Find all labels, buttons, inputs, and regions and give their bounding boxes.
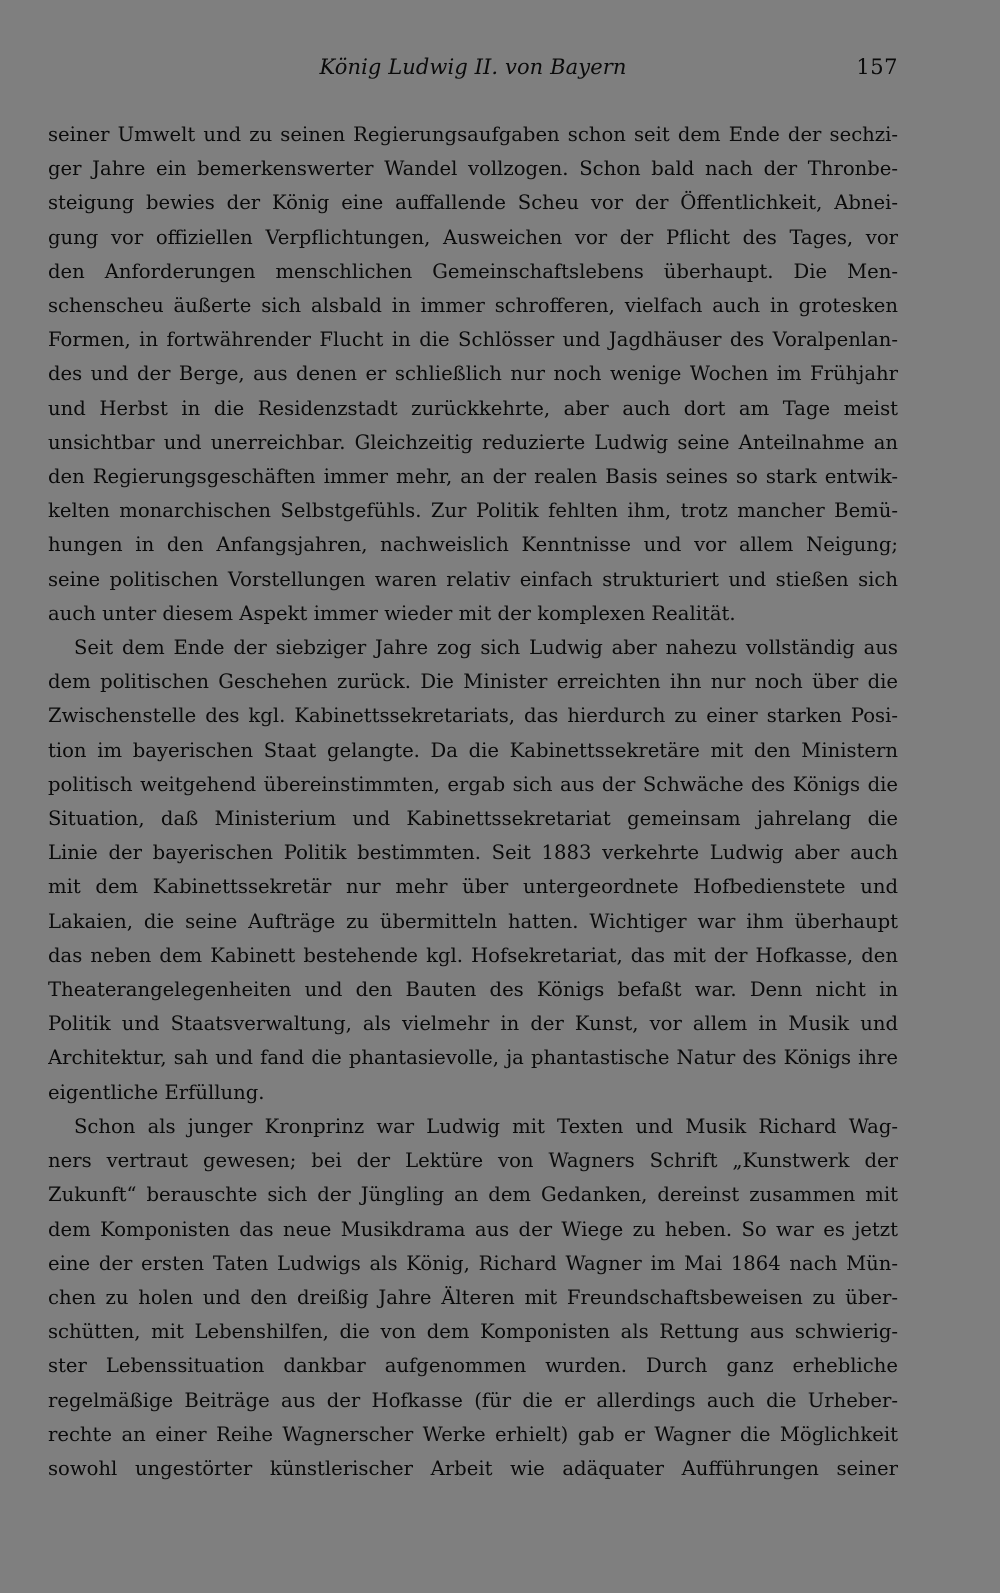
- running-title: König Ludwig II. von Bayern: [319, 55, 627, 79]
- text-line: chen zu holen und den dreißig Jahre Älteren mit Freundschaftsbeweisen zu über-: [48, 1285, 898, 1309]
- text-line: Theaterangelegenheiten und den Bauten des Königs befaßt war. Denn nicht in: [48, 978, 898, 1002]
- text-line: seine politischen Vorstellungen waren relativ einfach strukturiert und stießen sich: [48, 567, 898, 591]
- text-line: tion im bayerischen Staat gelangte. Da die Kabinettssekretäre mit den Ministern: [48, 738, 898, 762]
- text-line: Seit dem Ende der siebziger Jahre zog sich Ludwig aber nahezu vollständig aus: [74, 636, 898, 660]
- text-line: politisch weitgehend übereinstimmten, ergab sich aus der Schwäche des Königs die: [48, 772, 898, 796]
- text-line: eigentliche Erfüllung.: [48, 1080, 265, 1104]
- text-line: Formen, in fortwährender Flucht in die Schlösser und Jagdhäuser des Voralpenlan-: [48, 328, 898, 352]
- paragraph: [48, 631, 898, 1110]
- page-number: 157: [856, 55, 898, 79]
- text-line: den Anforderungen menschlichen Gemeinschaftslebens überhaupt. Die Men-: [48, 259, 898, 283]
- text-line: Zukunft“ berauschte sich der Jüngling an dem Gedanken, dereinst zusammen mit: [48, 1183, 898, 1207]
- page-header: [48, 52, 898, 88]
- text-line: kelten monarchischen Selbstgefühls. Zur Politik fehlten ihm, trotz mancher Bemü-: [48, 499, 898, 523]
- text-line: dem politischen Geschehen zurück. Die Minister erreichten ihn nur noch über die: [48, 670, 898, 694]
- text-line: gung vor offiziellen Verpflichtungen, Ausweichen vor der Pflicht des Tages, vor: [48, 225, 898, 249]
- text-line: Politik und Staatsverwaltung, als vielmehr in der Kunst, vor allem in Musik und: [48, 1012, 898, 1036]
- text-line: hungen in den Anfangsjahren, nachweislich Kenntnisse und vor allem Neigung;: [48, 533, 898, 557]
- text-line: mit dem Kabinettssekretär nur mehr über untergeordnete Hofbedienstete und: [48, 875, 898, 899]
- text-line: seiner Umwelt und zu seinen Regierungsaufgaben schon seit dem Ende der sechzi-: [48, 123, 898, 146]
- text-line: den Regierungsgeschäften immer mehr, an der realen Basis seines so stark entwik-: [48, 465, 898, 489]
- text-line: regelmäßige Beiträge aus der Hofkasse (für die er allerdings auch die Urheber-: [48, 1388, 898, 1412]
- paragraph: [48, 118, 898, 631]
- text-line: ners vertraut gewesen; bei der Lektüre von Wagners Schrift „Kunstwerk der: [48, 1149, 898, 1173]
- text-line: Schon als junger Kronprinz war Ludwig mit Texten und Musik Richard Wag-: [74, 1114, 898, 1138]
- text-line: Zwischenstelle des kgl. Kabinettssekretariats, das hierdurch zu einer starken Posi-: [48, 704, 898, 728]
- text-line: dem Komponisten das neue Musikdrama aus der Wiege zu heben. So war es jetzt: [48, 1217, 898, 1241]
- text-line: Situation, daß Ministerium und Kabinettssekretariat gemeinsam jahrelang die: [48, 807, 898, 831]
- text-line: eine der ersten Taten Ludwigs als König, Richard Wagner im Mai 1864 nach Mün-: [48, 1251, 898, 1275]
- text-line: und Herbst in die Residenzstadt zurückkehrte, aber auch dort am Tage meist: [48, 396, 898, 420]
- text-line: auch unter diesem Aspekt immer wieder mit der komplexen Realität.: [48, 601, 736, 625]
- text-line: steigung bewies der König eine auffallende Scheu vor der Öffentlichkeit, Abnei-: [48, 191, 898, 215]
- text-line: unsichtbar und unerreichbar. Gleichzeitig reduzierte Ludwig seine Anteilnahme an: [48, 430, 898, 454]
- text-line: schütten, mit Lebenshilfen, die von dem Komponisten als Rettung aus schwierig-: [48, 1320, 898, 1344]
- text-line: Linie der bayerischen Politik bestimmten. Seit 1883 verkehrte Ludwig aber auch: [48, 841, 898, 865]
- text-line: des und der Berge, aus denen er schließlich nur noch wenige Wochen im Frühjahr: [48, 362, 898, 386]
- text-line: sowohl ungestörter künstlerischer Arbeit wie adäquater Aufführungen seiner: [48, 1456, 898, 1480]
- paragraph: [48, 1110, 898, 1486]
- body-text: [48, 118, 898, 1486]
- text-line: ster Lebenssituation dankbar aufgenommen wurden. Durch ganz erhebliche: [48, 1354, 898, 1378]
- text-line: Lakaien, die seine Aufträge zu übermitteln hatten. Wichtiger war ihm überhaupt: [48, 909, 898, 933]
- text-line: rechte an einer Reihe Wagnerscher Werke erhielt) gab er Wagner die Möglichkeit: [48, 1422, 898, 1446]
- text-line: das neben dem Kabinett bestehende kgl. Hofsekretariat, das mit der Hofkasse, den: [48, 943, 898, 967]
- text-line: schenscheu äußerte sich alsbald in immer schrofferen, vielfach auch in grotesken: [48, 294, 898, 318]
- text-line: Architektur, sah und fand die phantasievolle, ja phantastische Natur des Königs ihre: [48, 1046, 898, 1070]
- text-line: ger Jahre ein bemerkenswerter Wandel vollzogen. Schon bald nach der Thronbe-: [48, 157, 898, 181]
